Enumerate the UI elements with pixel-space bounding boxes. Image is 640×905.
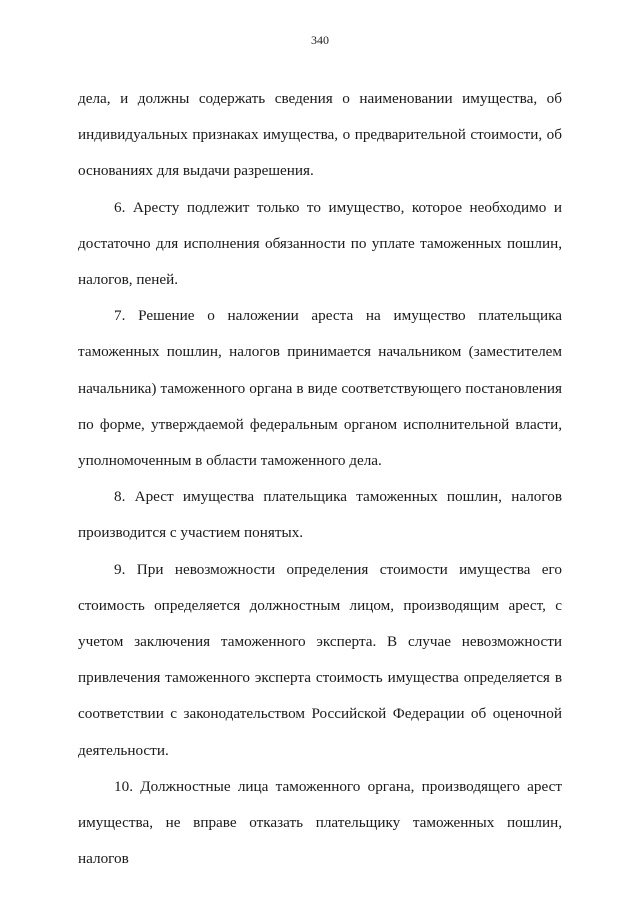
paragraph-continuation: дела, и должны содержать сведения о наименовании имущества, об индивидуальных признаках имущества, о предварительной стоимости, об основаниях для выдачи разрешения.	[78, 90, 562, 180]
paragraph-item-10: 10. Должностные лица таможенного органа, производящего арест имущества, не вправе отказать плательщику таможенных пошлин, налогов	[78, 777, 562, 868]
page-number: 340	[311, 33, 329, 47]
paragraph-item-7: 7. Решение о наложении ареста на имущество плательщика таможенных пошлин, налогов принимается начальником (заместителем начальника) таможенного органа в виде соответствующего постановления по форме, утверждаемой федеральным органом исполнительной власти, уполномоченным в области таможенного дела.	[78, 307, 562, 470]
document-body	[78, 81, 562, 877]
paragraph-item-8: 8. Арест имущества плательщика таможенных пошлин, налогов производится с участием понятых.	[78, 488, 562, 542]
paragraph-item-9: 9. При невозможности определения стоимости имущества его стоимость определяется должностным лицом, производящим арест, с учетом заключения таможенного эксперта. В случае невозможности привлечения таможенного эксперта стоимость имущества определяется в соответствии с законодательством Российской Федерации об оценочной деятельности.	[78, 560, 562, 759]
paragraph-item-6: 6. Аресту подлежит только то имущество, которое необходимо и достаточно для исполнения обязанности по уплате таможенных пошлин, налогов, пеней.	[78, 198, 562, 289]
